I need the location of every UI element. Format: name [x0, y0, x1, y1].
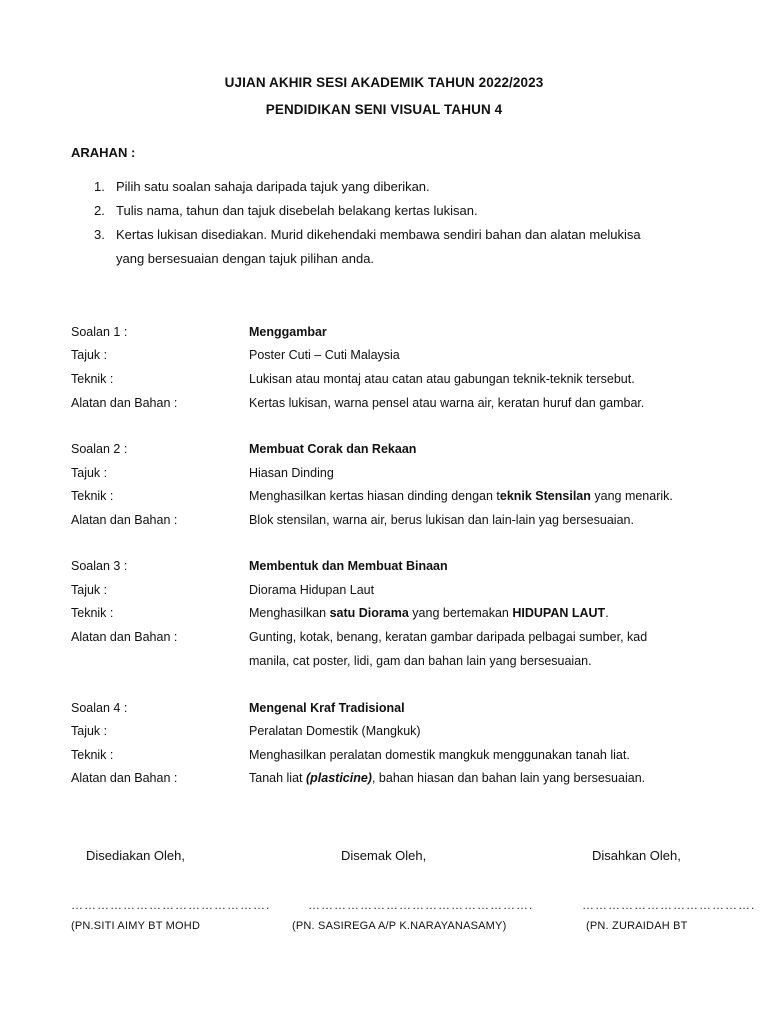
instruction-number: 1.	[94, 179, 105, 194]
soalan-4-teknik: Menghasilkan peralatan domestik mangkuk menggunakan tanah liat.	[249, 748, 630, 762]
instruction-number: 2.	[94, 203, 105, 218]
exam-title: UJIAN AKHIR SESI AKADEMIK TAHUN 2022/2023	[224, 75, 544, 90]
prepared-by-signature-line: ……………………………………….	[71, 898, 271, 912]
soalan-4-label: Soalan 4 :	[71, 701, 128, 715]
tajuk-label: Tajuk :	[71, 583, 108, 597]
instruction-text: Tulis nama, tahun dan tajuk disebelah belakang kertas lukisan.	[116, 203, 478, 218]
teknik-label: Teknik :	[71, 748, 114, 762]
approved-by-name: (PN. ZURAIDAH BT	[586, 920, 688, 932]
alatan-emphasis: (plasticine)	[305, 771, 372, 785]
instruction-item	[94, 226, 641, 243]
teknik-emphasis: satu Diorama	[329, 606, 409, 620]
soalan-3-teknik	[249, 606, 609, 620]
prepared-by-label: Disediakan Oleh,	[86, 848, 185, 863]
teknik-label: Teknik :	[71, 489, 114, 503]
alatan-label: Alatan dan Bahan :	[71, 396, 178, 410]
instruction-item	[94, 178, 430, 195]
soalan-2-title: Membuat Corak dan Rekaan	[249, 442, 417, 456]
tajuk-label: Tajuk :	[71, 466, 108, 480]
teknik-emphasis: eknik Stensilan	[499, 489, 591, 503]
teknik-text: yang menarik.	[590, 489, 673, 503]
soalan-1-teknik: Lukisan atau montaj atau catan atau gabungan teknik-teknik tersebut.	[249, 372, 635, 386]
approved-by-signature-line: ………………………………….	[582, 898, 756, 912]
teknik-text: .	[605, 606, 609, 620]
instruction-text: Kertas lukisan disediakan. Murid dikehendaki membawa sendiri bahan dan alatan melukisa	[116, 227, 641, 242]
tajuk-label: Tajuk :	[71, 724, 108, 738]
approved-by-label: Disahkan Oleh,	[592, 848, 681, 863]
soalan-4-title: Mengenal Kraf Tradisional	[249, 701, 405, 715]
soalan-4-tajuk: Peralatan Domestik (Mangkuk)	[249, 724, 421, 738]
soalan-1-alatan: Kertas lukisan, warna pensel atau warna air, keratan huruf dan gambar.	[249, 396, 645, 410]
instruction-item	[94, 202, 478, 219]
teknik-emphasis: HIDUPAN LAUT	[512, 606, 606, 620]
soalan-2-teknik	[249, 489, 673, 503]
instructions-heading: ARAHAN :	[71, 145, 136, 160]
soalan-4-alatan	[249, 771, 645, 785]
exam-subtitle: PENDIDIKAN SENI VISUAL TAHUN 4	[265, 102, 503, 117]
instruction-text: Pilih satu soalan sahaja daripada tajuk yang diberikan.	[116, 179, 430, 194]
tajuk-label: Tajuk :	[71, 348, 108, 362]
soalan-1-title: Menggambar	[249, 325, 327, 339]
soalan-2-alatan: Blok stensilan, warna air, berus lukisan dan lain-lain yag bersesuaian.	[249, 513, 634, 527]
teknik-text: Menghasilkan kertas hiasan dinding dengan t	[249, 489, 500, 503]
soalan-2-label: Soalan 2 :	[71, 442, 128, 456]
checked-by-label: Disemak Oleh,	[341, 848, 427, 863]
soalan-3-tajuk: Diorama Hidupan Laut	[249, 583, 375, 597]
checked-by-signature-line: …………………………………………….	[308, 898, 534, 912]
prepared-by-name: (PN.SITI AIMY BT MOHD	[71, 920, 201, 932]
soalan-2-tajuk: Hiasan Dinding	[249, 466, 334, 480]
soalan-3-title: Membentuk dan Membuat Binaan	[249, 559, 448, 573]
teknik-text: Menghasilkan	[249, 606, 330, 620]
teknik-label: Teknik :	[71, 372, 114, 386]
soalan-3-alatan-continued: manila, cat poster, lidi, gam dan bahan lain yang bersesuaian.	[249, 654, 592, 668]
soalan-3-label: Soalan 3 :	[71, 559, 128, 573]
checked-by-name: (PN. SASIREGA A/P K.NARAYANASAMY)	[292, 920, 507, 932]
instruction-text-continued: yang bersesuaian dengan tajuk pilihan anda.	[116, 251, 375, 266]
instruction-number: 3.	[94, 227, 105, 242]
teknik-text: yang bertemakan	[408, 606, 513, 620]
soalan-1-label: Soalan 1 :	[71, 325, 128, 339]
alatan-text: Tanah liat	[249, 771, 306, 785]
soalan-1-tajuk: Poster Cuti – Cuti Malaysia	[249, 348, 400, 362]
alatan-label: Alatan dan Bahan :	[71, 771, 178, 785]
alatan-label: Alatan dan Bahan :	[71, 513, 178, 527]
alatan-label: Alatan dan Bahan :	[71, 630, 178, 644]
soalan-3-alatan: Gunting, kotak, benang, keratan gambar daripada pelbagai sumber, kad	[249, 630, 648, 644]
alatan-text: , bahan hiasan dan bahan lain yang bersesuaian.	[371, 771, 646, 785]
teknik-label: Teknik :	[71, 606, 114, 620]
